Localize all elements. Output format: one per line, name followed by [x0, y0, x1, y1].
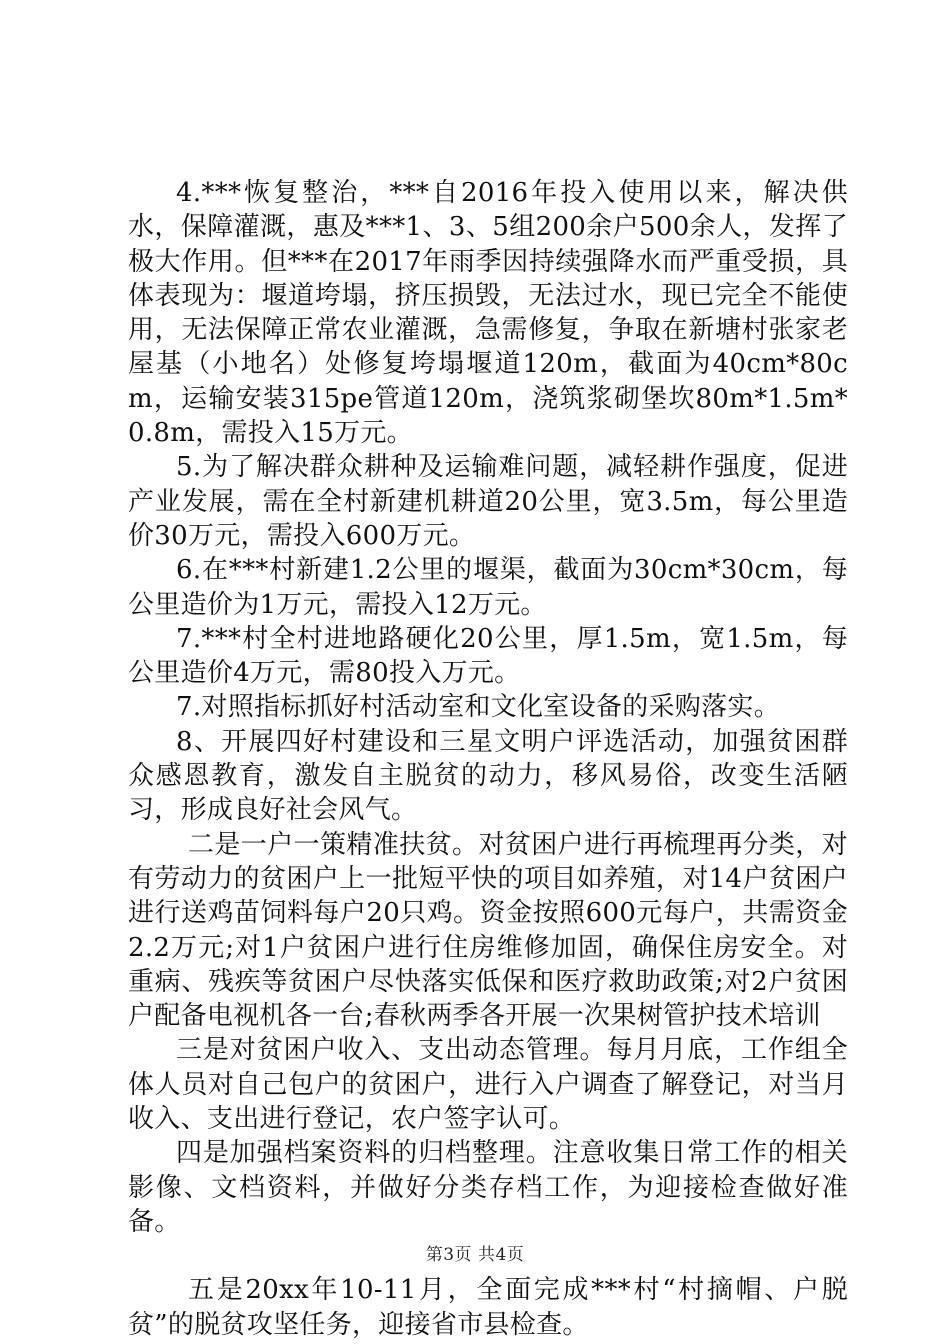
paragraph-item-7a: 7.***村全村进地路硬化20公里，厚1.5m，宽1.5m，每公里造价4万元，需80投入万元。: [128, 623, 848, 689]
document-body: [128, 176, 848, 1342]
paragraph-item-5: 5.为了解决群众耕种及运输难问题，减轻耕作强度，促进产业发展，需在全村新建机耕道20公里，宽3.5m，每公里造价30万元，需投入600万元。: [128, 452, 848, 551]
paragraph-item-4: 4.***恢复整治，***自2016年投入使用以来，解决供水，保障灌溉，惠及***1、3、5组200余户500余人，发挥了极大作用。但***在2017年雨季因持续强降水而严重受损，具体表现为：堰道垮塌，挤压损毁，无法过水，现已完全不能使用，无法保障正常农业灌溉，急需修复，争取在新塘村张家老屋基（小地名）处修复垮塌堰道120m，截面为40cm*80cm，运输安装315pe管道120m，浇筑浆砌堡坎80m*1.5m*0.8m，需投入15万元。: [128, 178, 848, 449]
paragraph-third-measure: 三是对贫困户收入、支出动态管理。每月月底，工作组全体人员对自己包户的贫困户，进行入户调查了解登记，对当月收入、支出进行登记，农户签字认可。: [128, 1035, 848, 1135]
paragraph-second-measure: 二是一户一策精准扶贫。对贫困户进行再梳理再分类，对有劳动力的贫困户上一批短平快的项目如养殖，对14户贫困户进行送鸡苗饲料每户20只鸡。资金按照600元每户，共需资金2.2万元;对1户贫困户进行住房维修加固，确保住房安全。对重病、残疾等贫困户尽快落实低保和医疗救助政策;对2户贫困户配备电视机各一台;春秋两季各开展一次果树管护技术培训: [128, 829, 848, 1032]
page-number-footer: 第3页 共4页: [425, 1245, 525, 1265]
paragraph-item-7b: 7.对照指标抓好村活动室和文化室设备的采购落实。: [176, 692, 781, 723]
paragraph-item-6: 6.在***村新建1.2公里的堰渠，截面为30cm*30cm，每公里造价为1万元，需投入12万元。: [128, 555, 848, 620]
paragraph-item-8: 8、开展四好村建设和三星文明户评选活动，加强贫困群众感恩教育，激发自主脱贫的动力，移风易俗，改变生活陋习，形成良好社会风气。: [128, 726, 848, 826]
paragraph-fourth-measure: 四是加强档案资料的归档整理。注意收集日常工作的相关影像、文档资料，并做好分类存档工作，为迎接检查做好准备。: [128, 1138, 848, 1237]
paragraph-fifth-measure: 五是20xx年10-11月，全面完成***村“村摘帽、户脱贫”的脱贫攻坚任务，迎接省市县检查。: [128, 1275, 848, 1340]
